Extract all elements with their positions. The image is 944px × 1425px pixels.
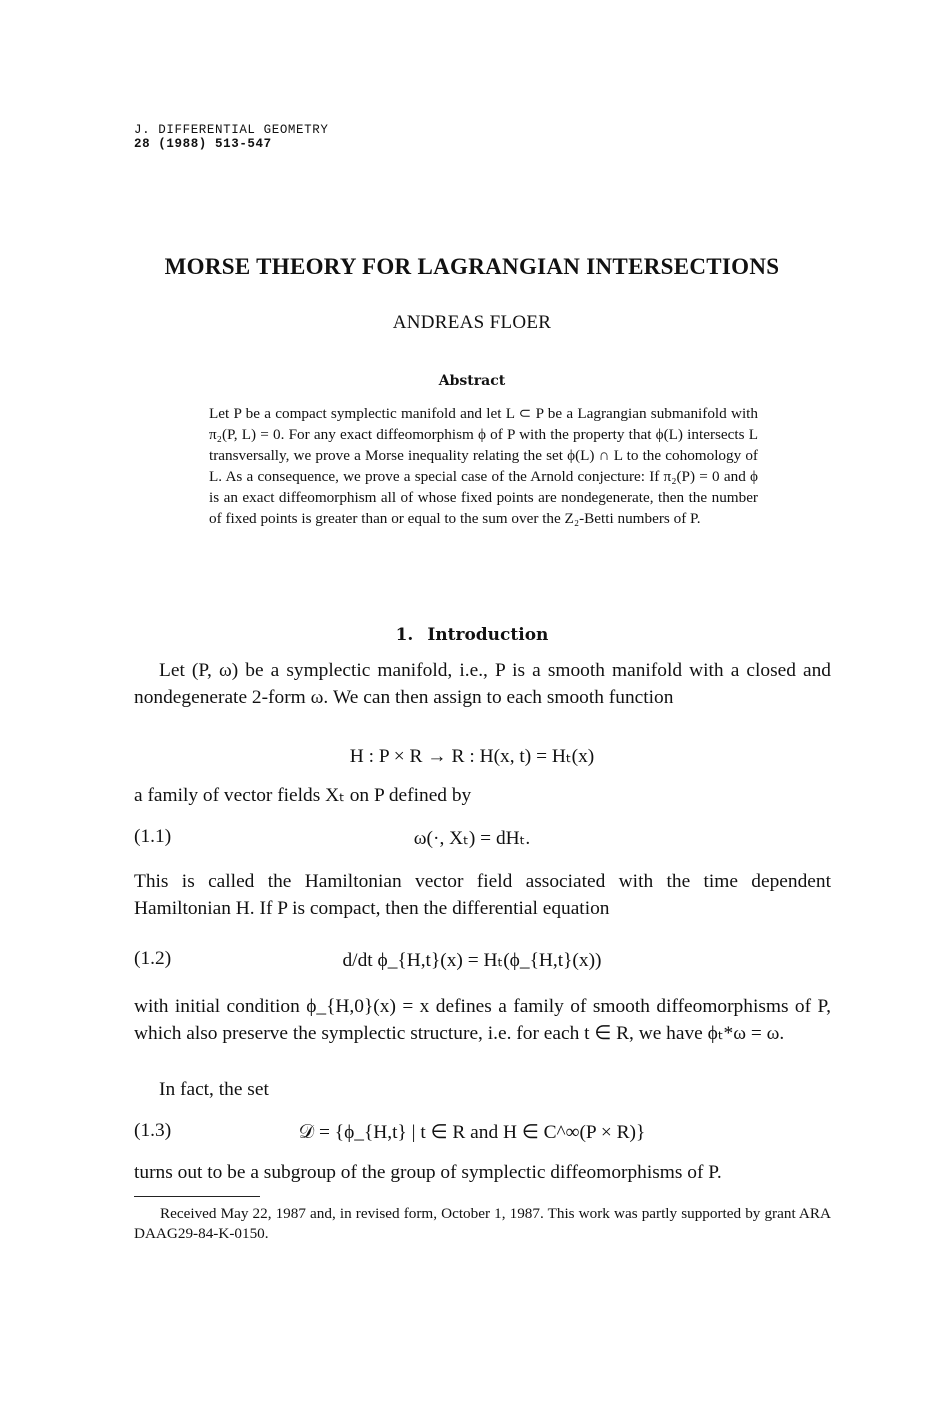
equation-1-1: ω(·, Xₜ) = dHₜ. bbox=[413, 828, 531, 849]
journal-volume: 28 (1988) 513-547 bbox=[134, 137, 272, 151]
paper-author: ANDREAS FLOER bbox=[392, 312, 552, 333]
abstract-text: Let P be a compact symplectic manifold and let L ⊂ P be a Lagrangian submanifold with π₂(P, L) = 0. For any exact diffeomorphism ϕ of P with the property that ϕ(L) intersects L transversally, we prove a Morse inequality relating the set ϕ(L) ∩ L to the cohomology of L. As a consequence, we prove a special case of the Arnold conjecture: If π₂(P) = 0 and ϕ is an exact diffeomorphism all of whose fixed points are nondegenerate, then the number of fixed points is greater than or equal to the sum over the Z₂-Betti numbers of P. bbox=[209, 405, 758, 527]
paragraph-4: with initial condition ϕ_{H,0}(x) = x defines a family of smooth diffeomorphisms of P, which also preserve the symplectic structure, i.e. for each t ∈ R, we have ϕₜ*ω = ω. bbox=[134, 996, 831, 1044]
paragraph-1: Let (P, ω) be a symplectic manifold, i.e., P is a smooth manifold with a closed and nondegenerate 2-form ω. We can then assign to each smooth function bbox=[134, 660, 831, 708]
equation-label-1-2: (1.2) bbox=[134, 948, 172, 969]
equation-label-1-1: (1.1) bbox=[134, 826, 172, 847]
section-number: 1. bbox=[395, 625, 414, 645]
equation-label-1-3: (1.3) bbox=[134, 1120, 172, 1141]
equation-1-3: 𝒟 = {ϕ_{H,t} | t ∈ R and H ∈ C^∞(P × R)} bbox=[298, 1122, 646, 1143]
paragraph-2: a family of vector fields Xₜ on P defined by bbox=[134, 785, 472, 806]
abstract-heading: Abstract bbox=[438, 373, 506, 389]
footnote: Received May 22, 1987 and, in revised form, October 1, 1987. This work was partly supported by grant ARA DAAG29-84-K-0150. bbox=[134, 1205, 831, 1242]
footnote-rule bbox=[134, 1196, 260, 1197]
paragraph-3: This is called the Hamiltonian vector field associated with the time dependent Hamiltonian H. If P is compact, then the differential equation bbox=[134, 871, 831, 919]
paragraph-5: In fact, the set bbox=[159, 1079, 269, 1100]
journal-name: J. DIFFERENTIAL GEOMETRY bbox=[134, 123, 329, 137]
section-heading bbox=[0, 625, 944, 645]
journal-header bbox=[134, 123, 328, 151]
equation-hamiltonian: H : P × R → R : H(x, t) = Hₜ(x) bbox=[349, 746, 595, 767]
equation-1-2: d/dt ϕ_{H,t}(x) = Hₜ(ϕ_{H,t}(x)) bbox=[342, 950, 602, 971]
paragraph-6: turns out to be a subgroup of the group of symplectic diffeomorphisms of P. bbox=[134, 1162, 722, 1183]
paper-title: MORSE THEORY FOR LAGRANGIAN INTERSECTIONS bbox=[164, 254, 780, 279]
section-title: Introduction bbox=[427, 625, 549, 645]
